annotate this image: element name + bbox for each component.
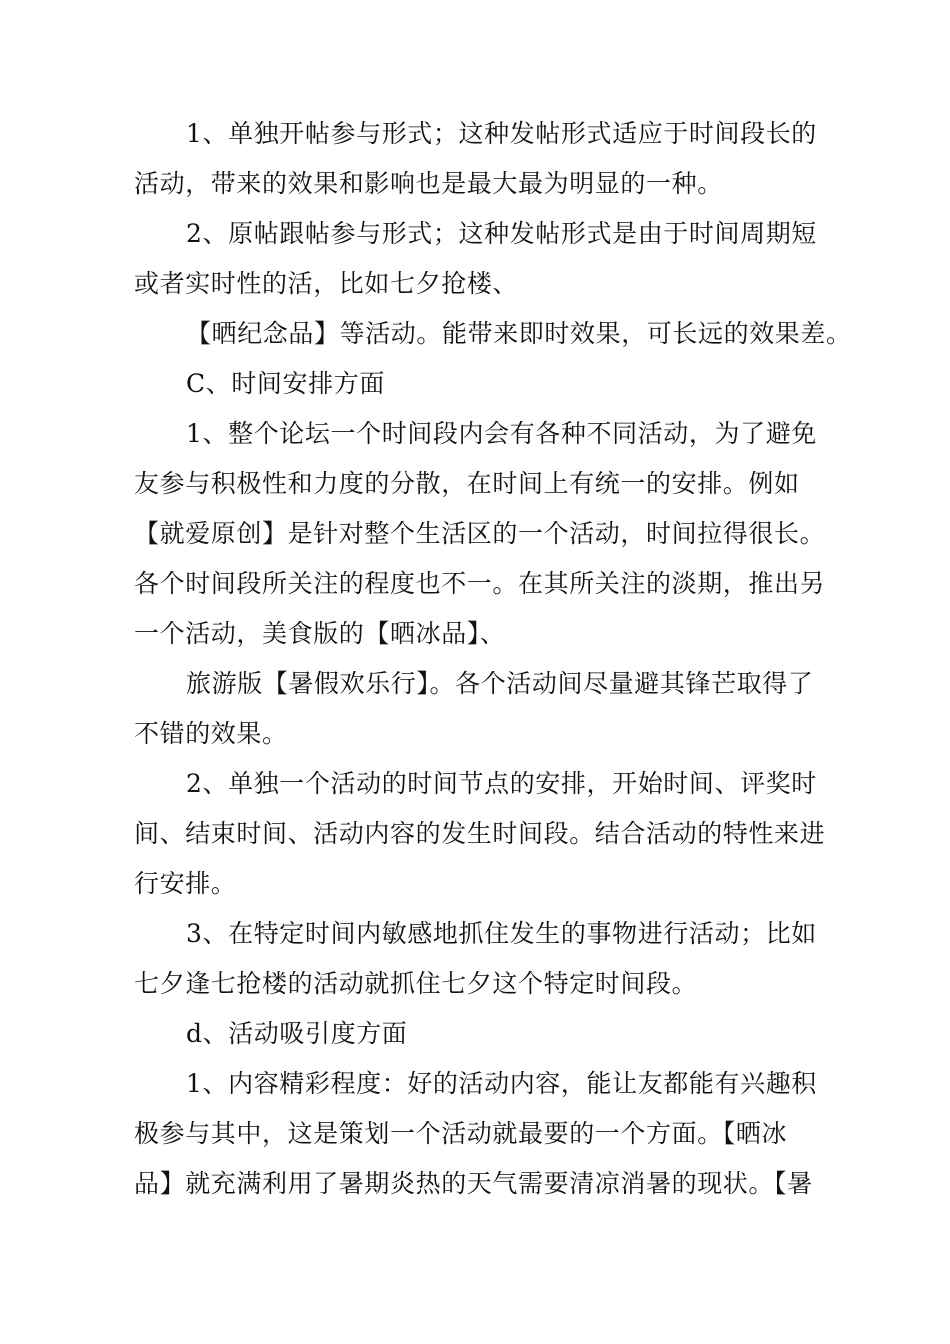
section-heading: C、时间安排方面 [186, 369, 385, 398]
text-line: 3、在特定时间内敏感地抓住发生的事物进行活动；比如 [186, 919, 817, 948]
text-line: 间、结束时间、活动内容的发生时间段。结合活动的特性来进 [134, 819, 826, 848]
text-line: 或者实时性的活，比如七夕抢楼、 [134, 269, 519, 298]
text-line: 2、原帖跟帖参与形式；这种发帖形式是由于时间周期短 [186, 219, 817, 248]
text-line: 1、内容精彩程度：好的活动内容，能让友都能有兴趣积 [186, 1069, 817, 1098]
text-line: 一个活动，美食版的【晒冰品】、 [134, 619, 506, 648]
text-line: 【就爱原创】是针对整个生活区的一个活动，时间拉得很长。 [134, 519, 826, 548]
text-line: 【晒纪念品】等活动。能带来即时效果，可长远的效果差。 [186, 319, 852, 348]
text-line: 旅游版【暑假欢乐行】。各个活动间尽量避其锋芒取得了 [186, 669, 814, 698]
section-heading: d、活动吸引度方面 [186, 1019, 408, 1048]
text-line: 1、整个论坛一个时间段内会有各种不同活动，为了避免 [186, 419, 817, 448]
text-line: 各个时间段所关注的程度也不一。在其所关注的淡期，推出另 [134, 569, 826, 598]
text-line: 七夕逢七抢楼的活动就抓住七夕这个特定时间段。 [134, 969, 698, 998]
text-line: 活动，带来的效果和影响也是最大最为明显的一种。 [134, 169, 723, 198]
text-line: 不错的效果。 [134, 719, 288, 748]
text-line: 行安排。 [134, 869, 237, 898]
text-line: 友参与积极性和力度的分散，在时间上有统一的安排。例如 [134, 469, 800, 498]
text-line: 极参与其中，这是策划一个活动就最要的一个方面。【晒冰 [134, 1119, 788, 1148]
text-line: 1、单独开帖参与形式；这种发帖形式适应于时间段长的 [186, 119, 817, 148]
text-line: 品】就充满利用了暑期炎热的天气需要清凉消暑的现状。【暑 [134, 1169, 813, 1198]
text-line: 2、单独一个活动的时间节点的安排，开始时间、评奖时 [186, 769, 817, 798]
